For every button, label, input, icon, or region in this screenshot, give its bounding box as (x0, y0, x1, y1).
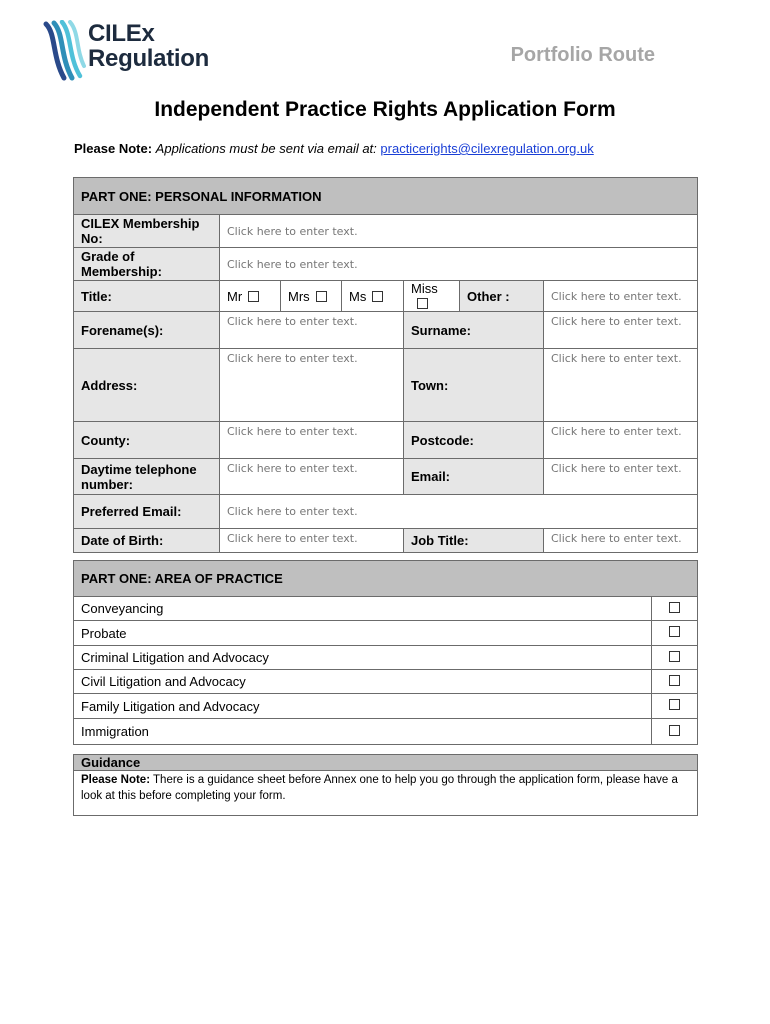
guidance-text (74, 771, 698, 816)
checkbox-icon[interactable] (669, 675, 680, 686)
checkbox-icon[interactable] (669, 699, 680, 710)
area-immigration-label: Immigration (74, 719, 652, 745)
dob-field[interactable]: Click here to enter text. (220, 529, 404, 553)
preferred-email-field[interactable]: Click here to enter text. (220, 495, 698, 529)
title-option-ms[interactable] (342, 281, 404, 312)
note-text: Applications must be sent via email at: (155, 141, 377, 156)
surname-label: Surname: (404, 312, 544, 349)
checkbox-icon[interactable] (417, 298, 428, 309)
personal-info-heading: PART ONE: PERSONAL INFORMATION (74, 178, 698, 215)
town-label: Town: (404, 349, 544, 422)
note-label: Please Note: (74, 141, 153, 156)
personal-info-table (73, 177, 698, 553)
cilex-logo (42, 20, 222, 84)
phone-label: Daytime telephone number: (74, 459, 220, 495)
guidance-note-label: Please Note: (81, 774, 151, 786)
job-title-field[interactable]: Click here to enter text. (544, 529, 698, 553)
checkbox-icon[interactable] (669, 626, 680, 637)
other-title-label: Other : (460, 281, 544, 312)
area-probate-cell[interactable] (652, 621, 698, 646)
title-option-mrs[interactable] (281, 281, 342, 312)
email-link[interactable]: practicerights@cilexregulation.org.uk (380, 141, 594, 156)
area-conveyancing-cell[interactable] (652, 597, 698, 621)
area-civil-cell[interactable] (652, 670, 698, 694)
area-family-label: Family Litigation and Advocacy (74, 694, 652, 719)
title-mr-label: Mr (227, 288, 243, 304)
surname-field[interactable]: Click here to enter text. (544, 312, 698, 349)
area-probate-label: Probate (74, 621, 652, 646)
forename-label: Forename(s): (74, 312, 220, 349)
area-civil-label: Civil Litigation and Advocacy (74, 670, 652, 694)
checkbox-icon[interactable] (248, 291, 259, 302)
title-option-mr[interactable] (220, 281, 281, 312)
title-mrs-label: Mrs (288, 288, 310, 304)
title-option-miss[interactable] (404, 281, 460, 312)
practice-heading: PART ONE: AREA OF PRACTICE (74, 561, 698, 597)
guidance-box (73, 754, 698, 816)
address-field[interactable]: Click here to enter text. (220, 349, 404, 422)
job-title-label: Job Title: (404, 529, 544, 553)
grade-label: Grade of Membership: (74, 248, 220, 281)
logo-line-1: CILEx (88, 20, 155, 47)
submission-note (74, 141, 594, 156)
area-conveyancing-label: Conveyancing (74, 597, 652, 621)
area-immigration-cell[interactable] (652, 719, 698, 745)
town-field[interactable]: Click here to enter text. (544, 349, 698, 422)
membership-no-field[interactable]: Click here to enter text. (220, 215, 698, 248)
county-label: County: (74, 422, 220, 459)
guidance-heading: Guidance (74, 755, 698, 771)
address-label: Address: (74, 349, 220, 422)
wave-logo-icon (42, 20, 86, 82)
email-field[interactable]: Click here to enter text. (544, 459, 698, 495)
area-criminal-cell[interactable] (652, 646, 698, 670)
checkbox-icon[interactable] (316, 291, 327, 302)
logo-line-2: Regulation (88, 45, 209, 72)
email-label: Email: (404, 459, 544, 495)
checkbox-icon[interactable] (372, 291, 383, 302)
phone-field[interactable]: Click here to enter text. (220, 459, 404, 495)
checkbox-icon[interactable] (669, 602, 680, 613)
grade-field[interactable]: Click here to enter text. (220, 248, 698, 281)
page-title: Independent Practice Rights Application Form (154, 98, 616, 121)
postcode-label: Postcode: (404, 422, 544, 459)
logo-text (88, 21, 209, 71)
dob-label: Date of Birth: (74, 529, 220, 553)
area-of-practice-table (73, 560, 698, 745)
area-criminal-label: Criminal Litigation and Advocacy (74, 646, 652, 670)
title-ms-label: Ms (349, 288, 367, 304)
preferred-email-label: Preferred Email: (74, 495, 220, 529)
membership-no-label: CILEX Membership No: (74, 215, 220, 248)
forename-field[interactable]: Click here to enter text. (220, 312, 404, 349)
title-label: Title: (74, 281, 220, 312)
county-field[interactable]: Click here to enter text. (220, 422, 404, 459)
route-label: Portfolio Route (510, 44, 655, 66)
checkbox-icon[interactable] (669, 725, 680, 736)
other-title-field[interactable]: Click here to enter text. (544, 281, 698, 312)
guidance-note-text: There is a guidance sheet before Annex one to help you go through the application form, please have a look at this before completing your form. (81, 774, 678, 802)
postcode-field[interactable]: Click here to enter text. (544, 422, 698, 459)
checkbox-icon[interactable] (669, 651, 680, 662)
title-miss-label: Miss (411, 281, 438, 296)
area-family-cell[interactable] (652, 694, 698, 719)
